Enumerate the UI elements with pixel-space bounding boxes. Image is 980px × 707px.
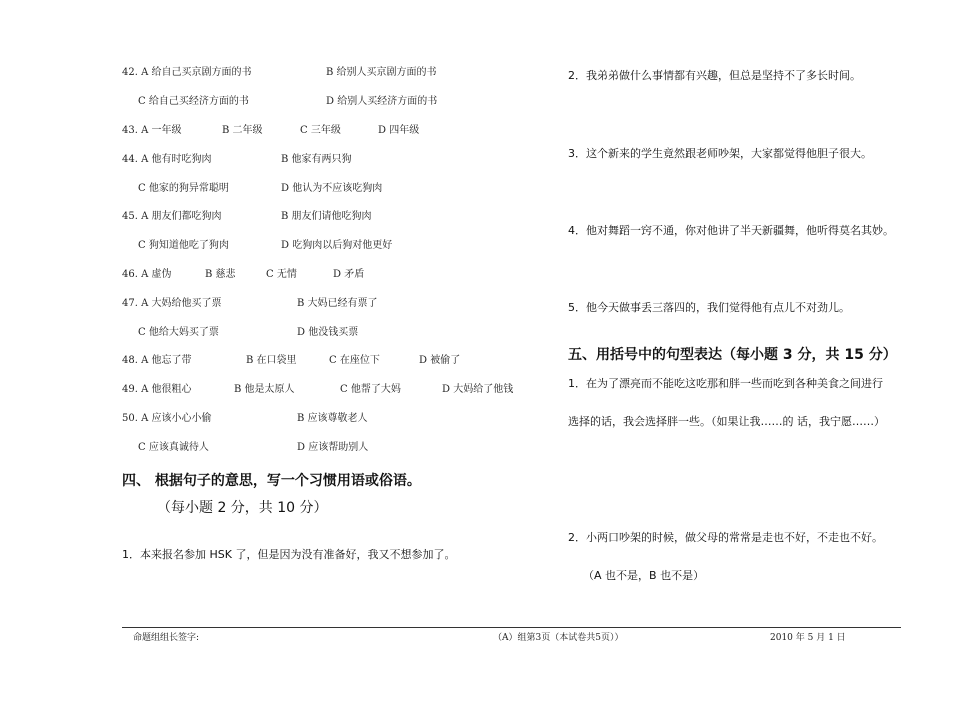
q47-option-b: B 大妈已经有票了 (297, 298, 378, 309)
footer-signature: 命题组组长签字: (133, 633, 200, 643)
footer-page-number: （A）组第3页（本试卷共5页）） (493, 633, 624, 643)
q49-option-a: 49. A 他很粗心 (122, 384, 192, 395)
footer-date: 2010 年 5 月 1 日 (770, 633, 846, 643)
section-4-item-5: 5．他今天做事丢三落四的，我们觉得他有点儿不对劲儿。 (568, 301, 850, 314)
q45-option-d: D 吃狗肉以后狗对他更好 (281, 240, 393, 251)
section-5-q2-line2: （A 也不是，B 也不是） (583, 569, 705, 582)
q50-option-b: B 应该尊敬老人 (297, 413, 368, 424)
q47-option-c: C 他给大妈买了票 (138, 327, 219, 338)
section-5-title: 五、用括号中的句型表达（每小题 3 分，共 15 分） (568, 347, 897, 363)
q43-option-c: C 三年级 (300, 125, 341, 136)
section-4-item-3: 3．这个新来的学生竟然跟老师吵架，大家都觉得他胆子很大。 (568, 147, 872, 160)
section-5-q2-line1: 2．小两口吵架的时候，做父母的常常是走也不好，不走也不好。 (568, 531, 883, 544)
q43-option-b: B 二年级 (222, 125, 263, 136)
q44-option-d: D 他认为不应该吃狗肉 (281, 183, 383, 194)
q50-option-c: C 应该真诚待人 (138, 442, 209, 453)
section-5-q1-line1: 1．在为了漂亮而不能吃这吃那和胖一些而吃到各种美食之间进行 (568, 377, 883, 390)
section-4-item-4: 4．他对舞蹈一窍不通，你对他讲了半天新疆舞，他听得莫名其妙。 (568, 224, 894, 237)
q44-option-c: C 他家的狗异常聪明 (138, 183, 229, 194)
section-4-title: 四、 根据句子的意思，写一个习惯用语或俗语。 (122, 473, 421, 489)
q50-option-d: D 应该帮助别人 (297, 442, 369, 453)
q45-option-c: C 狗知道他吃了狗肉 (138, 240, 229, 251)
q43-option-a: 43. A 一年级 (122, 125, 182, 136)
footer-rule (122, 627, 901, 628)
q47-option-d: D 他没钱买票 (297, 327, 359, 338)
q44-option-b: B 他家有两只狗 (281, 154, 352, 165)
section-4-item-2: 2．我弟弟做什么事情都有兴趣，但总是坚持不了多长时间。 (568, 69, 861, 82)
q42-option-a: 42. A 给自己买京剧方面的书 (122, 67, 252, 78)
q46-option-a: 46. A 虚伪 (122, 269, 172, 280)
q46-option-d: D 矛盾 (333, 269, 365, 280)
section-5-q1-line2: 选择的话，我会选择胖一些。（如果让我……的 话，我宁愿……） (568, 415, 885, 428)
q49-option-c: C 他帮了大妈 (340, 384, 401, 395)
q50-option-a: 50. A 应该小心小偷 (122, 413, 212, 424)
q49-option-b: B 他是太原人 (234, 384, 295, 395)
section-4-item-1: 1．本来报名参加 HSK 了，但是因为没有准备好，我又不想参加了。 (122, 548, 456, 561)
section-4-subtitle: （每小题 2 分，共 10 分） (157, 500, 328, 516)
q47-option-a: 47. A 大妈给他买了票 (122, 298, 222, 309)
q42-option-d: D 给别人买经济方面的书 (326, 96, 438, 107)
q43-option-d: D 四年级 (378, 125, 420, 136)
q48-option-a: 48. A 他忘了带 (122, 355, 192, 366)
q42-option-b: B 给别人买京剧方面的书 (326, 67, 437, 78)
q48-option-b: B 在口袋里 (246, 355, 297, 366)
q45-option-a: 45. A 朋友们都吃狗肉 (122, 211, 222, 222)
q45-option-b: B 朋友们请他吃狗肉 (281, 211, 372, 222)
q49-option-d: D 大妈给了他钱 (442, 384, 514, 395)
q46-option-b: B 慈悲 (205, 269, 236, 280)
q44-option-a: 44. A 他有时吃狗肉 (122, 154, 212, 165)
q42-option-c: C 给自己买经济方面的书 (138, 96, 249, 107)
q48-option-c: C 在座位下 (329, 355, 380, 366)
q46-option-c: C 无情 (266, 269, 297, 280)
q48-option-d: D 被偷了 (419, 355, 461, 366)
